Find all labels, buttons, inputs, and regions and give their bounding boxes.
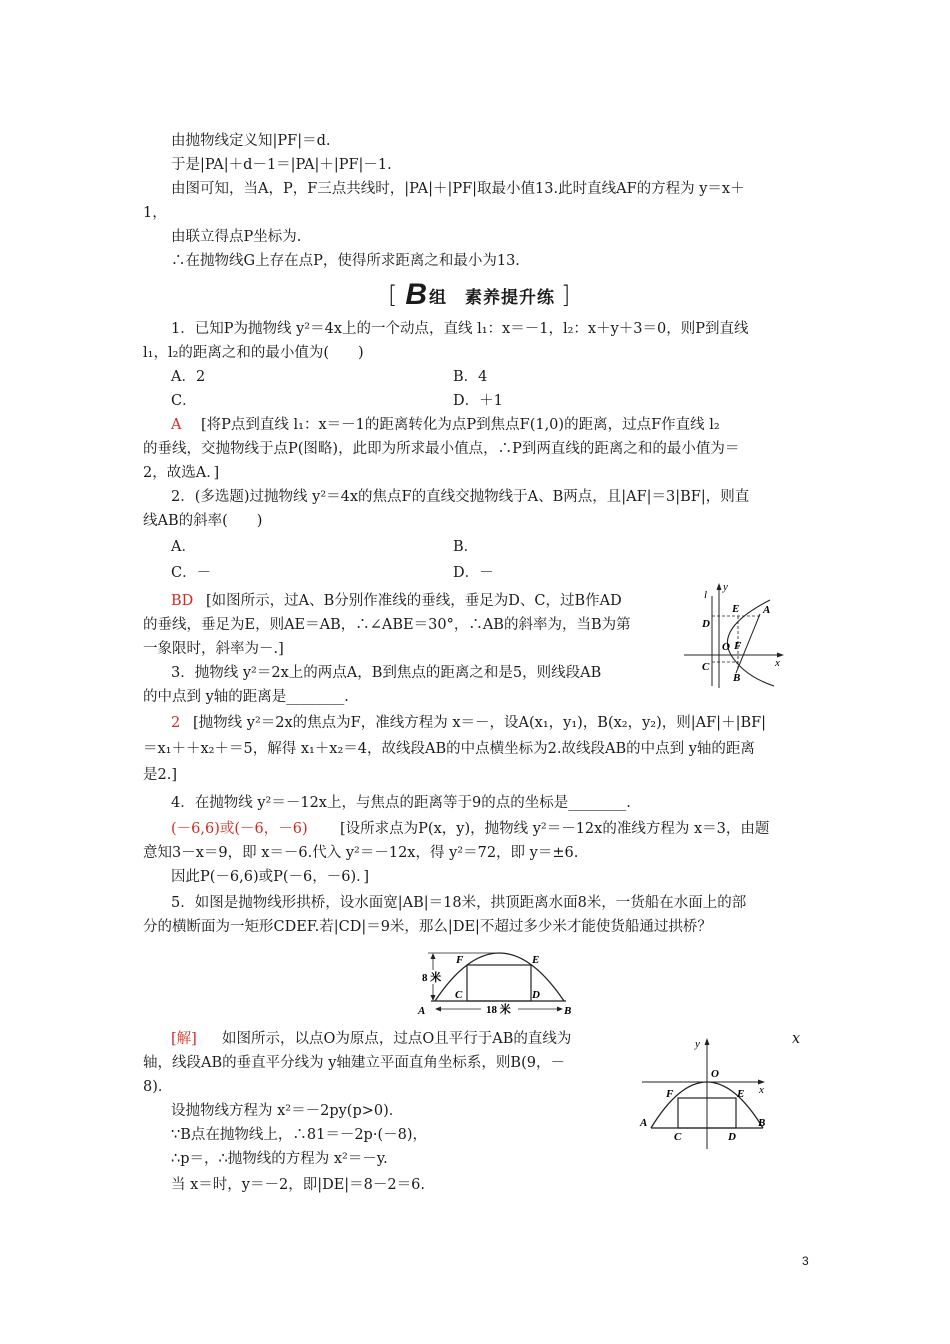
text-line: 是2.] [143, 767, 177, 783]
text-line: [将P点到直线 l₁：x＝－1的距离转化为点P到焦点F(1,0)的距离，过点F作直线 l₂ [201, 417, 720, 433]
arch-bridge-figure [414, 950, 574, 1018]
text-line: ∴p＝，∴抛物线的方程为 x²＝－y. [171, 1151, 388, 1167]
text-line: 由图可知，当A，P，F三点共线时，|PA|＋|PF|取最小值13.此时直线AF的方程为 y＝x＋ [171, 181, 745, 197]
banner-open-bracket: [ [388, 281, 398, 309]
label: x [759, 1084, 764, 1096]
label: O [722, 641, 730, 653]
label: x [775, 657, 780, 669]
text-line: ∵B点在抛物线上，∴81＝－2p·(－8)， [171, 1127, 427, 1143]
text-line: 分的横断面为一矩形CDEF.若|CD|＝9米，那么|DE|不超过多少米才能使货船通过拱桥？ [143, 919, 712, 935]
label: A [763, 604, 771, 616]
text-line: 轴，线段AB的垂直平分线为 y轴建立平面直角坐标系，则B(9，－ [143, 1055, 565, 1071]
option-a: A． [171, 539, 196, 555]
text-line: 1， [143, 205, 167, 221]
label: C [674, 1131, 682, 1143]
label: l [704, 589, 708, 601]
label: E [732, 603, 740, 615]
label: D [728, 1131, 736, 1143]
text-line: 设抛物线方程为 x²＝－2py(p>0)． [171, 1103, 404, 1119]
answer-label: (－6,6)或(－6，－6) [171, 821, 308, 837]
banner-close-bracket: ] [561, 281, 571, 309]
option-c: C． [171, 393, 197, 409]
answer-label: 2 [171, 715, 181, 731]
option-d: D．＋1 [453, 393, 503, 409]
text-line: [如图所示，过A、B分别作准线的垂线，垂足为D、C，过B作AD [206, 593, 622, 609]
label: y [723, 581, 728, 593]
question-2: 2．(多选题)过抛物线 y²＝4x的焦点F的直线交抛物线于A、B两点，且|AF|＝3|BF|，则直 [171, 489, 750, 505]
option-b: B．4 [453, 369, 488, 385]
text-line: [设所求点为P(x，y)，抛物线 y²＝－12x的准线方程为 x＝3，由题 [340, 821, 770, 837]
label: E [737, 1088, 745, 1100]
text-line: 2，故选A．] [143, 465, 220, 481]
section-banner [388, 278, 571, 311]
label: B [733, 672, 741, 684]
label: y [695, 1038, 700, 1050]
option-c: C．－ [171, 565, 212, 581]
label: C [702, 661, 710, 673]
text-line: ＝x₁＋＋x₂＋＝5，解得 x₁＋x₂＝4，故线段AB的中点横坐标为2.故线段AB的中点到 y轴的距离 [143, 741, 755, 757]
text-line: [抛物线 y²＝2x的焦点为F，准线方程为 x＝－，设A(x₁，y₁)，B(x₂，y₂)，则|AF|＋|BF| [193, 715, 767, 731]
option-a: A．2 [171, 369, 206, 385]
width-label: 18 米 [486, 1004, 511, 1016]
label: F [456, 954, 464, 966]
question-4: 4．在抛物线 y²＝－12x上，与焦点的距离等于9的点的坐标是________. [171, 795, 631, 811]
section-title: 组 素养提升练 [429, 287, 556, 308]
label: A [640, 1117, 648, 1129]
text-line: 于是|PA|＋d－1＝|PA|＋|PF|－1. [171, 157, 392, 173]
page-number: 3 [802, 1254, 809, 1268]
parabola-focus-figure [682, 578, 788, 690]
text-line: 因此P(－6,6)或P(－6，－6)．] [171, 869, 370, 885]
label: A [418, 1005, 426, 1017]
text-line: 意知3－x＝9，即 x＝－6.代入 y²＝－12x，得 y²＝72，即 y＝±6. [143, 845, 579, 861]
label: B [758, 1117, 766, 1129]
label: B [564, 1005, 572, 1017]
question-3: 3．抛物线 y²＝2x上的两点A，B到焦点的距离之和是5，则线段AB [171, 665, 602, 681]
option-b: B． [453, 539, 479, 555]
label: E [532, 954, 540, 966]
label: O [711, 1068, 719, 1080]
solution-label: [解] [171, 1031, 197, 1047]
text-line: 的垂线，交抛物线于点P(图略)，此即为所求最小值点，∴P到两直线的距离之和的最小值为＝ [143, 441, 740, 457]
text-line: 一象限时，斜率为－.] [143, 641, 284, 657]
text-line: 当 x＝时，y＝－2，即|DE|＝8－2＝6. [171, 1177, 425, 1193]
text-line: 由抛物线定义知|PF|＝d. [171, 133, 331, 149]
label: F [666, 1088, 674, 1100]
text-line: l₁，l₂的距离之和的最小值为( ) [143, 345, 364, 361]
group-badge: B [405, 278, 428, 311]
answer-label: A [171, 417, 182, 433]
height-label: 8 米 [422, 972, 442, 984]
text-line: x [792, 1031, 801, 1047]
text-line: 如图所示，以点O为原点，过点O且平行于AB的直线为 [222, 1031, 572, 1047]
label: F [734, 640, 742, 652]
text-line: 的中点到 y轴的距离是________. [143, 689, 349, 705]
question-1: 1．已知P为抛物线 y²＝4x上的一个动点，直线 l₁：x＝－1，l₂：x＋y＋3＝0，则P到直线 [171, 321, 749, 337]
coordinate-arch-figure [638, 1033, 774, 1151]
text-line: ∴在抛物线G上存在点P，使得所求距离之和最小为13. [171, 253, 520, 269]
label: D [702, 618, 710, 630]
text-line: 8)． [143, 1079, 173, 1095]
text-line: 由联立得点P坐标为. [171, 229, 302, 245]
answer-label: BD [171, 593, 194, 609]
text-line: 的垂线，垂足为E，则AE＝AB，∴∠ABE＝30°，∴AB的斜率为，当B为第 [143, 617, 631, 633]
option-d: D．－ [453, 565, 494, 581]
label: D [532, 989, 540, 1001]
text-line: 线AB的斜率( ) [143, 513, 263, 529]
label: C [455, 989, 463, 1001]
question-5: 5．如图是抛物线形拱桥，设水面宽|AB|＝18米，拱顶距离水面8米，一货船在水面上的部 [171, 895, 747, 911]
